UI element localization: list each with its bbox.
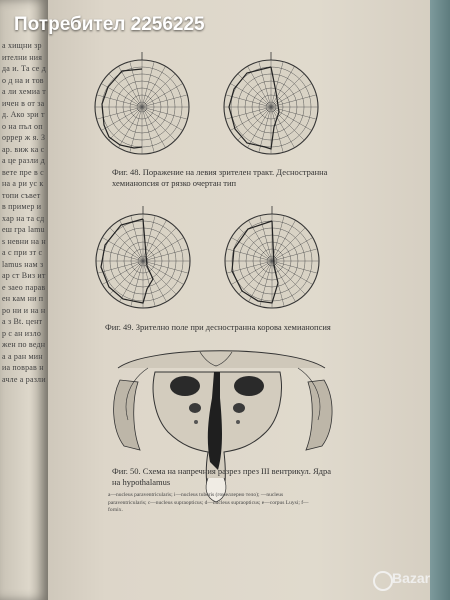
fig50-caption: Фиг. 50. Схема на напречния разрез през III вентрикул. Ядра на hypothalamus [112, 466, 331, 487]
watermark-logo-icon [373, 571, 393, 591]
visual-field-right-48 [224, 52, 318, 154]
header-title: Потребител 2256225 [14, 14, 205, 35]
fig48-caption: Фиг. 48. Поражение на левия зрителен тракт. Десностранна хемианопсия от рязко очертан тип [112, 167, 328, 188]
visual-field-left-48 [95, 52, 189, 154]
visual-field-right-49 [225, 206, 319, 308]
left-page-text: а хищни зрителни ния да и. Та се до д на и това ли хемиа тичен в от зад. Ако зри то на пъл опоррер ж я. Зар. виж ка са це разли двете пре в с на а ри ус ктопи съвет в пример и хар на та сдеш гра lamus невни на на с при зт с lamus нам зар ст Виз ите заео паравен кам ни про ни и на на з Bt. центр с ан изложен по ведна а ран миниа поврав начле а разли [2, 41, 46, 384]
visual-field-left-49 [96, 206, 190, 308]
fig50-legend: a—nucleus paraventricularis; i—nucleus tuberis (гомеллерно тело); —nucleus paraventricularis; c—nucleus supraopticus; d—nucleus supraopticus; e—corpus Luysi; f—fornix. [108, 492, 309, 513]
watermark: Bazar [392, 570, 431, 586]
fig49-caption: Фиг. 49. Зрително поле при десностранна корова хемианопсия [105, 322, 331, 332]
